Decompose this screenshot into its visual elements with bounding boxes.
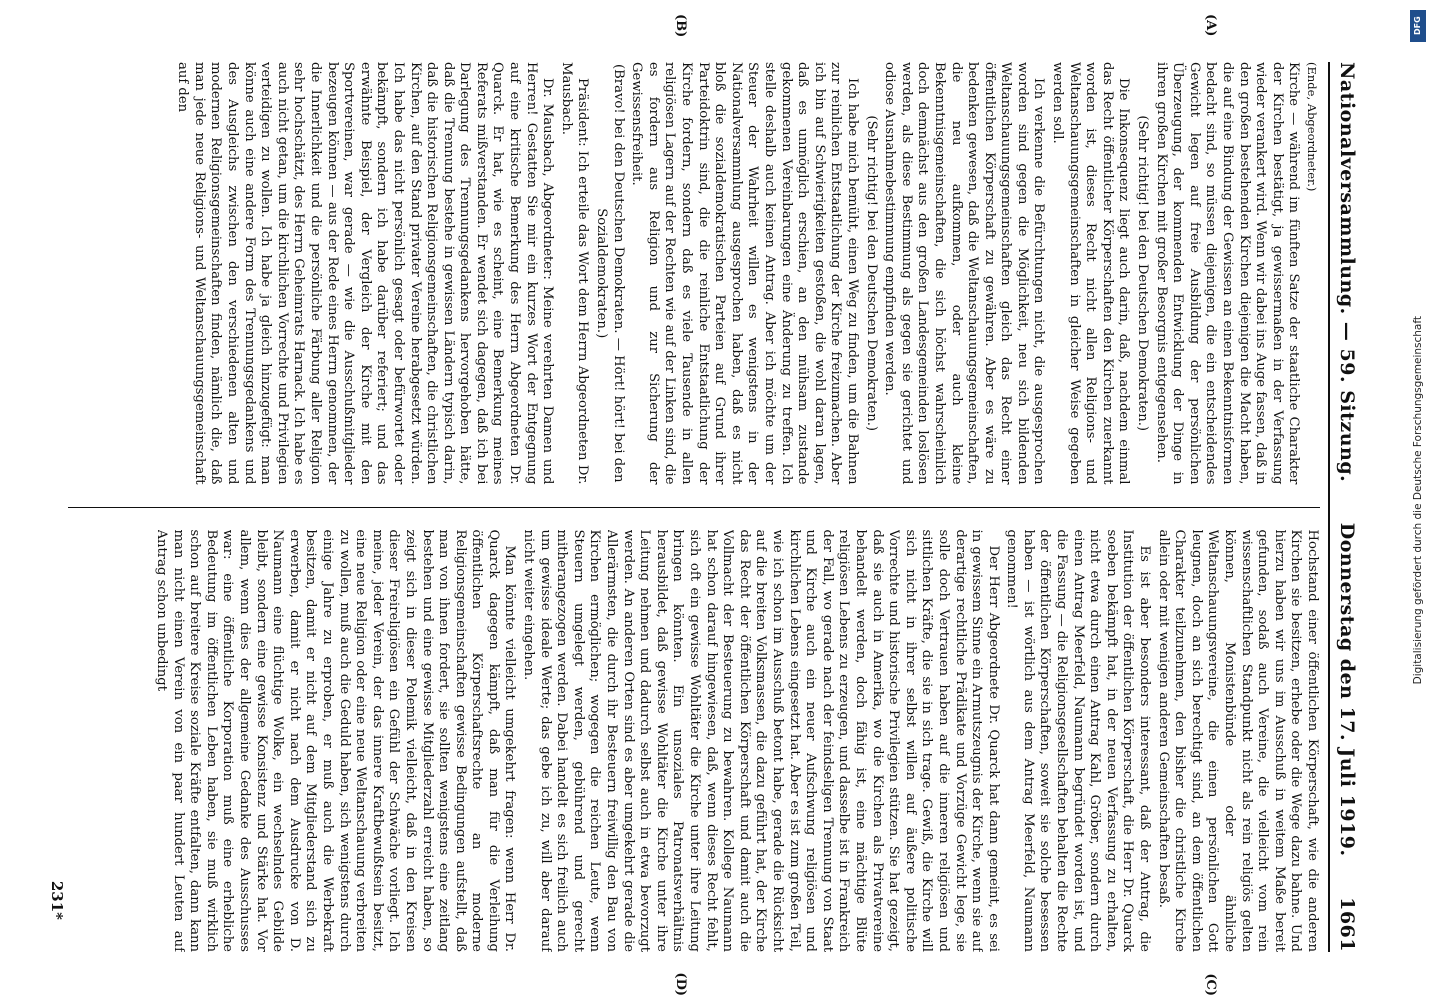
paragraph: Hochstand einer öffentlichen Körperschaft, wie die anderen Kirchen sie besitzen, erhebe oder die Wege dazu bahne. Und hierzu haben wir uns im Ausschuß in weitem Maße bereit gefunden, sodaß auch Vereine, die vielleicht vom rein wissenschaftlichen Standpunkt nicht als rein religiös gelten können, Monistenbünde oder ähnliche Weltanschauungsvereine, die einen persönlichen Gott leugnen, doch an sich berechtigt sind, an dem öffentlichen Charakter teilzunehmen, den bisher die christliche Kirche allein oder mit wenigen anderen Gemeinschaften besaß. [1155, 529, 1320, 952]
paragraph: Dr. Mausbach, Abgeordneter: Meine verehrten Damen und Herren! Gestatten Sie mir ein kurzes Wort der Entgegnung auf eine kritische Bemerkung des Herrn Abgeordneten Dr. Quarck. Er hat, wie es scheint, eine Bemerkung meines Referats mißverstanden. Er wendet sich dagegen, daß ich bei Darlegung des Trennungsgedankens hervorgehoben hätte, daß die Trennung bestehe in gewissen Ländern typisch darin, daß die historischen Religionsgemeinschaften, die christlichen Kirchen, auf den Stand privater Vereine herabgesetzt würden. Ich habe das nicht persönlich gesagt oder befürwortet oder bekämpft, sondern ich habe darüber referiert; und das erwähnte Beispiel, der Vergleich der Kirche mit den Sportvereinen, war gerade — wie die Ausschußmitglieder bezeugen können — aus der Rede eines Herrn genommen, der die Innerlichkeit und die persönliche Färbung aller Religion sehr hochschätzt, des Herrn Geheimrats Harnack. Ich habe es auch nicht getan, um die kirchlichen Vorrechte und Privilegien verteidigen zu wollen. Ich habe ja gleich hinzugefügt: man könne auch eine andere Form des Trennungsgedankens und des Ausgleichs zwischen den verschiedenen alten und modernen Religionsgemeinschaften finden, nämlich die, daß man jede neue Religions- und Weltanschauungsgemeinschaft auf den [175, 62, 556, 485]
dfg-logo: DFG [1410, 10, 1426, 42]
interjection: (Bravo! bei den Deutschen Demokraten. — Hört! hört! bei den Sozialdemokraten.) [594, 63, 626, 483]
president-statement: Präsident: Ich erteile das Wort dem Herrn Abgeordneten Dr. Mausbach. [558, 62, 591, 485]
margin-marker-b: (B) [673, 14, 688, 38]
page-header [1328, 62, 1358, 952]
text-columns [68, 62, 1320, 952]
margin-marker-a: (A) [1203, 14, 1218, 37]
header-page-number: 1661 [1336, 897, 1358, 952]
header-assembly-session: Nationalversammlung. — 59. Sitzung. [1336, 62, 1358, 483]
paragraph: Die Inkonsequenz liegt auch darin, daß, nachdem einmal das Recht öffentlicher Körperschaften den Kirchen zuerkannt worden ist, dieses Recht nicht allen Religions- und Weltanschauungsgemeinschaften in gleicher Weise gegeben werden soll. [1050, 62, 1132, 485]
interjection: (Sehr richtig! bei den Deutschen Demokraten.) [1135, 115, 1151, 432]
paragraph: Ich verkenne die Befürchtungen nicht, die ausgesprochen worden sind gegen die Möglichkeit, neu sich bildenden Weltanschauungsgemeinschaften gleich das Recht einer öffentlichen Körperschaft zu gewähren. Aber es wäre zu bedenken gewesen, daß die Weltanschauungsgemeinschaften, die neu aufkommen, oder auch kleine Bekenntnisgemeinschaften, die sich höchst wahrscheinlich doch demnächst aus den großen Landesgemeinden loslösen werden, als diese Bestimmung als gegen sie gerichtet und odiose Ausnahmebestimmung empfinden werden. [882, 62, 1047, 485]
header-date: Donnerstag den 17. Juli 1919. [1336, 522, 1358, 857]
paragraph: Man könnte vielleicht umgekehrt fragen: wenn Herr Dr. Quarck dagegen kämpft, daß man für die Verleihung öffentlichen Körperschaftsrechte an moderne Religionsgemeinschaften gewisse Bedingungen aufstellt, daß man von ihnen fordert, sie sollten wenigstens eine zeitlang bestehen und eine gewisse Mitgliederzahl erreicht haben, so zeigt sich in dieser Polemik vielleicht, daß in den Kreisen dieser Freireligiösen ein Gefühl der Schwäche vorliegt. Ich meine, jeder Verein, der das innere Kraftbewußtsein besitzt, eine neue Religion oder eine neue Weltanschauung verbreiten zu wollen, muß auch die Geduld haben, sich wenigstens durch einige Jahre zu erproben, er muß auch die Werbekraft besitzen, damit er nicht auf dem Mitgliederstand sich zu erwerben, damit er nicht nach dem Ausdrucke von D. Naumann eine flüchtige Wolke, ein wechselndes Gebilde bleibt, sondern eine gewisse Konsistenz und Stärke hat. Vor allem, wenn dies der allgemeine Gedanke des Ausschusses war: eine öffentliche Korporation muß eine erhebliche Bedeutung im öffentlichen Leben haben, sie muß wirklich schon auf breitere Kreise soziale Kräfte entfalten, dann kann man nicht einen Verein von ein paar hundert Leuten auf Antrag schon unbedingt [154, 529, 518, 952]
digitization-credit-text: Digitalisierung gefördert durch die Deutsche Forschungsgemeinschaft [1412, 315, 1424, 685]
digitization-credit [1407, 8, 1429, 992]
right-column [68, 530, 1320, 953]
paragraph: Es ist aber besonders interessant, daß der Antrag, die Institution der öffentlichen Körperschaft, die Herr Dr. Quarck soeben bekämpft hat, in der neuen Verfassung zu erhalten, nicht etwa durch einen Antrag Kahl, Gröber, sondern durch einen Antrag Meerfeld, Naumann begründet worden ist, und die Fassung — die Religionsgesellschaften behalten die Rechte der öffentlichen Körperschaften, soweit sie solche besessen haben — ist wörtlich aus dem Antrag Meerfeld, Naumann genommen! [1004, 529, 1153, 952]
speaker-continuation: (Ende, Abgeordneter.) [1305, 62, 1319, 192]
paragraph: Ich habe mich bemüht, einen Weg zu finden, um die Bahnen zur reinlichen Entstaatlichung der Kirche freizumachen. Aber ich bin auf Schwierigkeiten gestoßen, die wohl daran lagen, daß es unmöglich erschien, an den mühsam zustande gekommenen Vereinbarungen eine Änderung zu treffen. Ich stelle deshalb auch keinen Antrag. Aber ich möchte um der Steuer der Wahrheit willen es wenigstens in der Nationalversammlung ausgesprochen haben, daß es nicht bloß die sozialdemokratischen Parteien auf Grund ihrer Parteidoktrin sind, die die reinliche Entstaatlichung der Kirche fordern, sondern daß es viele Tausende in allen religiösen Lagern auf der Rechten wie auf der Linken sind, die es fordern aus Religion und zur Sicherung der Gewissensfreiheit. [629, 62, 860, 485]
margin-marker-c: (C) [1203, 973, 1218, 996]
paragraph: Kirche — während im fünften Satze der staatliche Charakter der Kirchen bestätigt, ja gewissermaßen in der Verfassung wieder verankert wird. Wenn wir dabei ins Auge fassen, daß in den großen bestehenden Kirchen diejenigen die Macht haben, die auf eine Bindung der Gewissen an einen Bekenntnisformen bedacht sind, so müssen diejenigen, die ein entscheidendes Gewicht legen auf freie Ausbildung der persönlichen Überzeugung, der kommenden Entwicklung der Dinge in ihren großen Kirchen mit großer Besorgnis entgegensehen. [1153, 62, 1302, 485]
scanned-page [8, 0, 1408, 1000]
column-divider [68, 507, 1320, 508]
interjection: (Sehr richtig! bei den Deutschen Demokraten.) [863, 115, 879, 432]
footer-signature: 231* [48, 880, 66, 920]
margin-marker-d: (D) [673, 972, 688, 996]
left-column [68, 62, 1320, 485]
paragraph: Der Herr Abgeordnete Dr. Quarck hat dann gemeint, es sei in gewissem Sinne ein Armutszeugnis der Kirche, wenn sie auf derartige rechtliche Prädikate und Vorzüge Gewicht lege, sie solle doch Vertrauen haben auf die inneren religiösen und sittlichen Kräfte, die sie in sich trage. Gewiß, die Kirche will sich nicht in ihrer selbst willen auf äußere politische Vorrechte und historische Privilegien stützen. Sie hat gezeigt, daß sie auch in Amerika, wo die Kirchen als Privatvereine behandelt werden, doch fähig ist, eine mächtige Blüte religiösen Lebens zu erzeugen, und dasselbe ist in Frankreich der Fall, wo gerade nach der feindseligen Trennung von Staat und Kirche auch ein neuer Aufschwung religiösen und kirchlichen Lebens eingesetzt hat. Aber es ist zum großen Teil, wie ich schon im Ausschuß betont habe, gerade die Rücksicht auf die breiten Volksmassen, die dazu geführt hat, der Kirche das Recht der öffentlichen Körperschaft und damit auch die Vollmacht der Besteuerung zu bewahren. Kollege Naumann hat schon darauf hingewiesen, daß, wenn dieses Recht fehlt, sich oft ein gewisse Wohltäter die Kirche unter ihre Leitung bringen könnten. Ein unsoziales Patronatsverhältnis herausbildet, daß gewisse Wohltäter die Kirche unter ihre Leitung nehmen und dadurch selbst auch in etwa bevorzugt werden. An anderen Orten sind es aber umgekehrt gerade die Allerärmsten, die durch ihr Besteuern freiwillig den Bau von Kirchen ermöglichen; wogegen die reichen Leute, wenn Steuern umgelegt werden, gebührend und gerecht mitherangezogen werden. Dabei handelt es sich freilich auch um gewisse ideale Werte; das gebe ich zu, will aber darauf nicht weiter eingehen. [521, 529, 1001, 952]
